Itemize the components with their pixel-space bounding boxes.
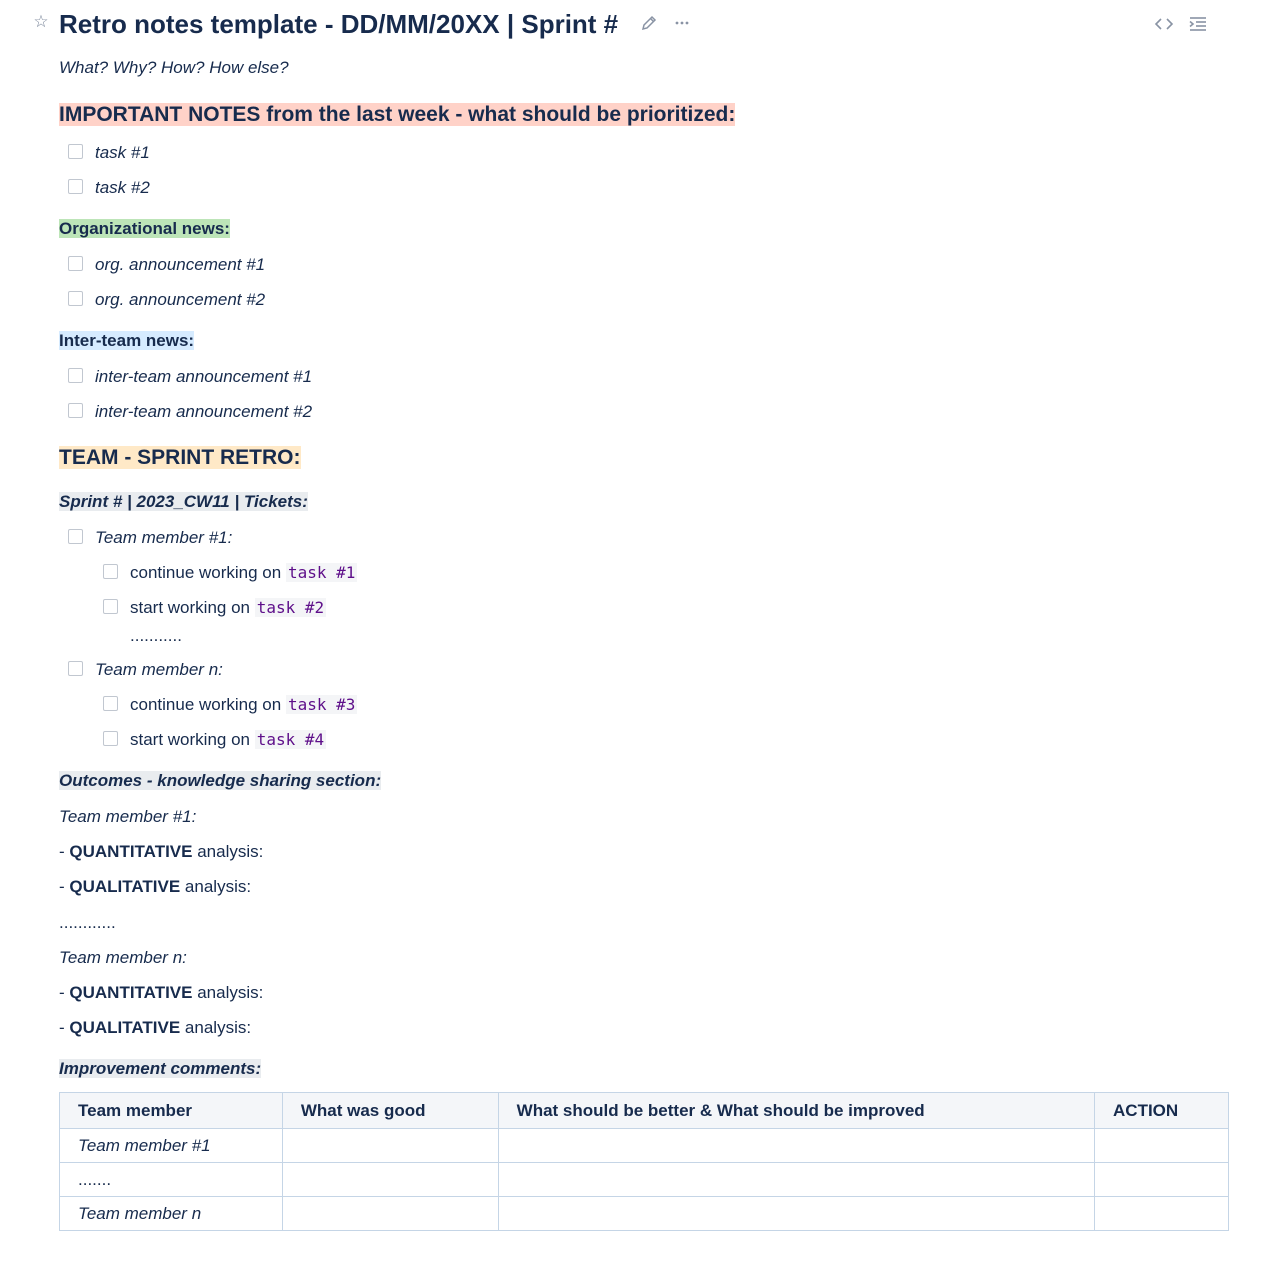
inline-code: task #4 (256, 730, 325, 749)
page: ☆ Retro notes template - DD/MM/20XX | Sprint # What? Why? How? How else? IMPORTANT NOTES from the last week - what should be prioritized: task #1 task #2 Organizational news: org. announcement #1 org. announcement #2 Inter-team news: inter-team announcement #1 inter-team announcement #2 TEAM - SPRINT RETRO: Sprint # | 2023_CW11 | Tickets: Team member #1: continue working on task #1 start working on task #2 ........... Team member n: continue working on task #3 start working on task #4 Outcomes - knowledge sharing section: Team member #1: - QUANTITATIVE analysis: - QUALITATIVE analysis: ............ Team member n: - QUANTITATIVE analysis: - QUALITATIVE analysis: Improvement comments: Team member What was good What should be better & What should be improved ACTION Team member #1 ....... Team member n (0, 0, 1262, 1267)
table-cell[interactable] (1095, 1197, 1229, 1231)
column-header[interactable]: ACTION (1095, 1093, 1229, 1129)
table-header-row (60, 1093, 1229, 1129)
table-cell[interactable] (282, 1197, 498, 1231)
quantitative-line: - QUANTITATIVE analysis: (59, 842, 264, 861)
column-header[interactable]: What should be better & What should be improved (498, 1093, 1094, 1129)
checkbox[interactable] (68, 144, 83, 159)
table-row (60, 1197, 1229, 1231)
inter-team-news-heading: Inter-team news: (59, 331, 195, 350)
column-header[interactable]: Team member (60, 1093, 283, 1129)
checkbox[interactable] (68, 179, 83, 194)
outcome-member-label: Team member #1: (59, 807, 197, 826)
code-icon[interactable] (1154, 14, 1174, 34)
page-title: Retro notes template - DD/MM/20XX | Sprint # (59, 9, 619, 39)
column-header[interactable]: What was good (282, 1093, 498, 1129)
table-cell[interactable] (1095, 1129, 1229, 1163)
important-notes-heading: IMPORTANT NOTES from the last week - what should be prioritized: (59, 103, 736, 126)
checkbox[interactable] (103, 599, 118, 614)
ellipsis-text: ............ (59, 913, 116, 932)
qualitative-line: - QUALITATIVE analysis: (59, 1018, 252, 1037)
pencil-icon[interactable] (640, 14, 660, 34)
sprint-retro-heading: TEAM - SPRINT RETRO: (59, 446, 301, 469)
star-icon[interactable]: ☆ (33, 12, 49, 31)
qualitative-line: - QUALITATIVE analysis: (59, 877, 252, 896)
ellipsis-text: ........... (130, 626, 182, 645)
table-cell[interactable] (1095, 1163, 1229, 1197)
table-row (60, 1163, 1229, 1197)
quantitative-line: - QUANTITATIVE analysis: (59, 983, 264, 1002)
table-cell[interactable] (498, 1163, 1094, 1197)
table-cell[interactable] (498, 1129, 1094, 1163)
checkbox[interactable] (68, 529, 83, 544)
checkbox[interactable] (103, 731, 118, 746)
inline-code: task #1 (287, 563, 356, 582)
table-cell[interactable]: Team member n (60, 1197, 283, 1231)
checkbox[interactable] (68, 291, 83, 306)
page-subtitle: What? Why? How? How else? (59, 58, 289, 77)
checkbox[interactable] (68, 403, 83, 418)
inline-code: task #2 (256, 598, 325, 617)
checkbox[interactable] (68, 368, 83, 383)
table-cell[interactable]: Team member #1 (60, 1129, 283, 1163)
improvement-table (59, 1092, 1229, 1231)
more-icon[interactable] (673, 14, 693, 34)
checkbox[interactable] (68, 256, 83, 271)
checkbox[interactable] (68, 661, 83, 676)
outline-icon[interactable] (1188, 14, 1208, 34)
sprint-line: Sprint # | 2023_CW11 | Tickets: (59, 492, 308, 511)
outcome-member-label: Team member n: (59, 948, 187, 967)
org-news-heading: Organizational news: (59, 219, 230, 238)
inline-code: task #3 (287, 695, 356, 714)
right-tools (1154, 14, 1224, 34)
table-cell[interactable] (282, 1129, 498, 1163)
table-cell[interactable] (498, 1197, 1094, 1231)
outcomes-heading: Outcomes - knowledge sharing section: (59, 771, 382, 790)
table-row (60, 1129, 1229, 1163)
improvement-heading: Improvement comments: (59, 1059, 262, 1078)
table-cell[interactable]: ....... (60, 1163, 283, 1197)
checkbox[interactable] (103, 696, 118, 711)
table-cell[interactable] (282, 1163, 498, 1197)
checkbox[interactable] (103, 564, 118, 579)
